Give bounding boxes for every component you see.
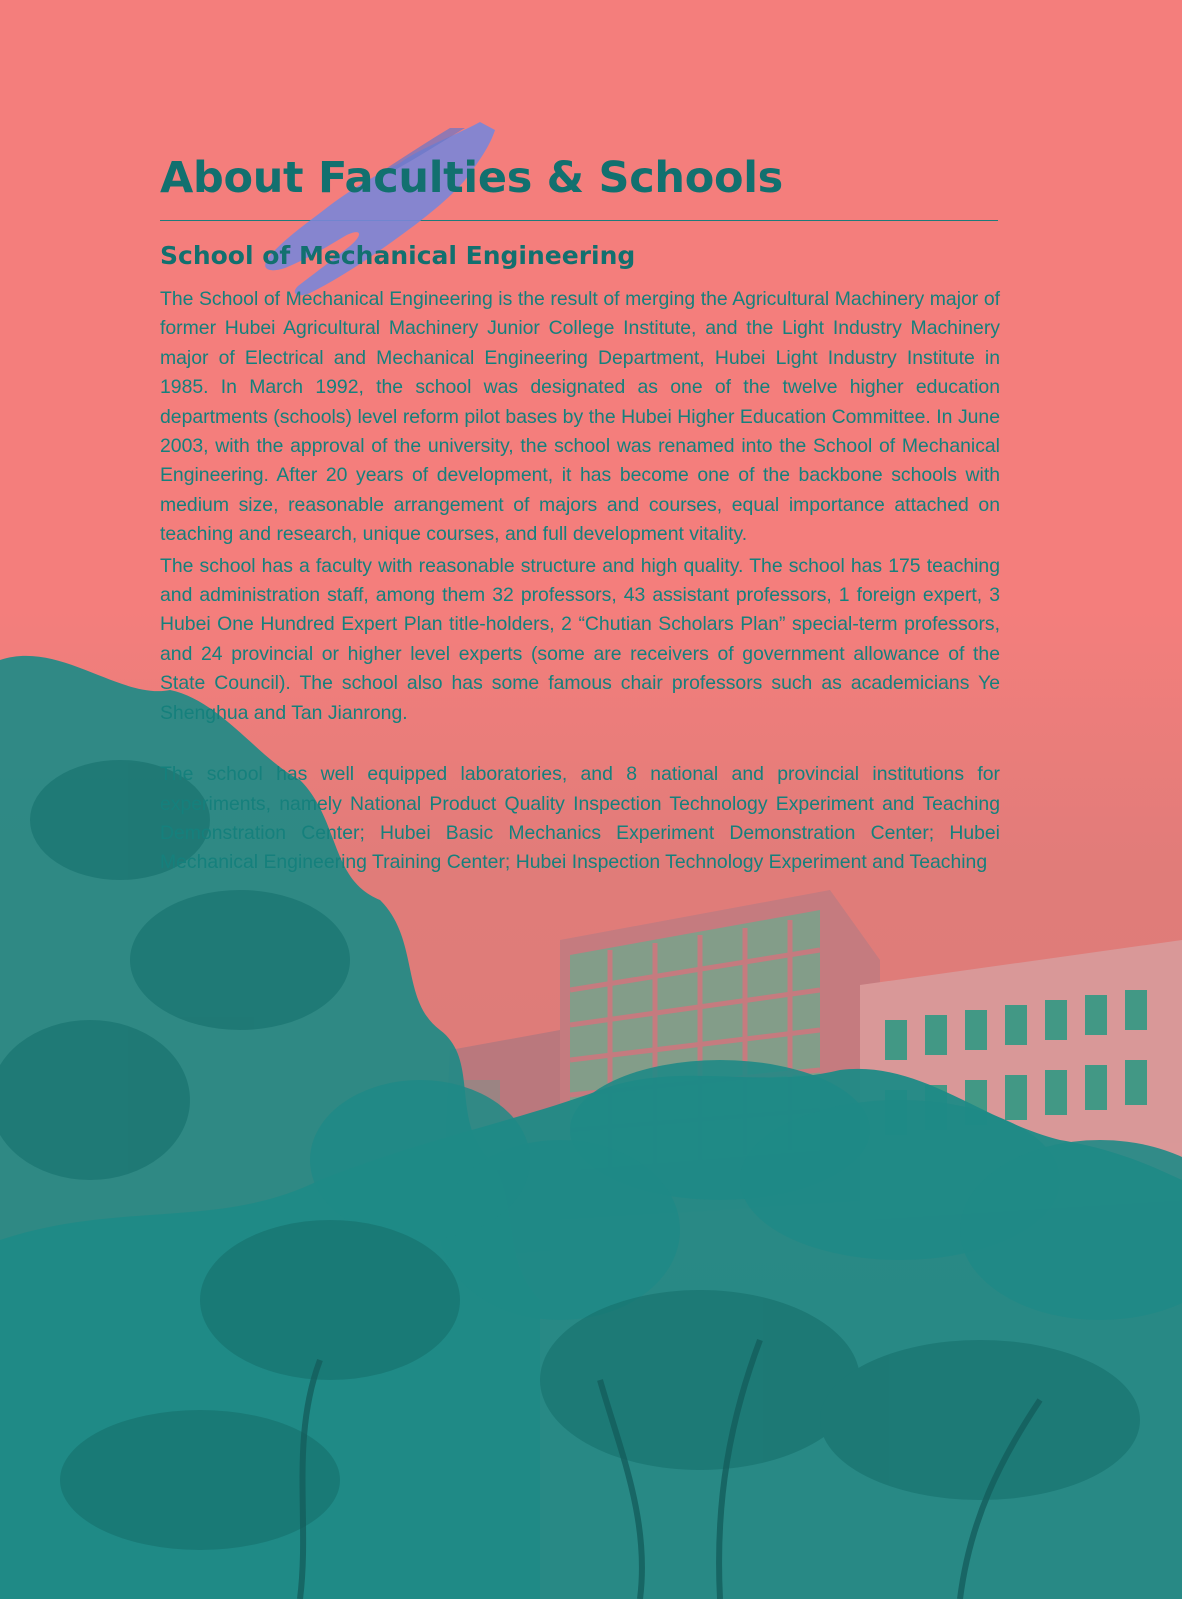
section-title: School of Mechanical Engineering xyxy=(160,241,636,270)
paragraph-history: The School of Mechanical Engineering is the result of merging the Agricultural Machinery major of former Hubei Agricultural Machinery Junior College Institute, and the Light Industry Machinery major of Electrical and Mechanical Engineering Department, Hubei Light Industry Institute in 1985. In March 1992, the school was designated as one of the twelve higher education departments (schools) level reform pilot bases by the Hubei Higher Education Committee. In June 2003, with the approval of the university, the school was renamed into the School of Mechanical Engineering. After 20 years of development, it has become one of the backbone schools with medium size, reasonable arrangement of majors and courses, equal importance attached on teaching and research, unique courses, and full development vitality. xyxy=(160,288,1000,546)
content xyxy=(160,150,1000,878)
paragraph-faculty: The school has a faculty with reasonable structure and high quality. The school has 175 teaching and administration staff, among them 32 professors, 43 assistant professors, 1 foreign expert, 3 Hubei One Hundred Expert Plan title-holders, 2 “Chutian Scholars Plan” special-term professors, and 24 provincial or higher level experts (some are receivers of government allowance of the State Council). The school also has some famous chair professors such as academicians Ye Shenghua and Tan Jianrong. xyxy=(160,554,1000,724)
paragraph-laboratories: The school has well equipped laboratories, and 8 national and provincial institutions for experiments, namely National Product Quality Inspection Technology Experiment and Teaching Demonstration Center; Hubei Basic Mechanics Experiment Demonstration Center; Hubei Mechanical Engineering Training Center; Hubei Inspection Technology Experiment and Teaching xyxy=(160,763,1000,874)
page-title: About Faculties & Schools xyxy=(160,153,783,203)
